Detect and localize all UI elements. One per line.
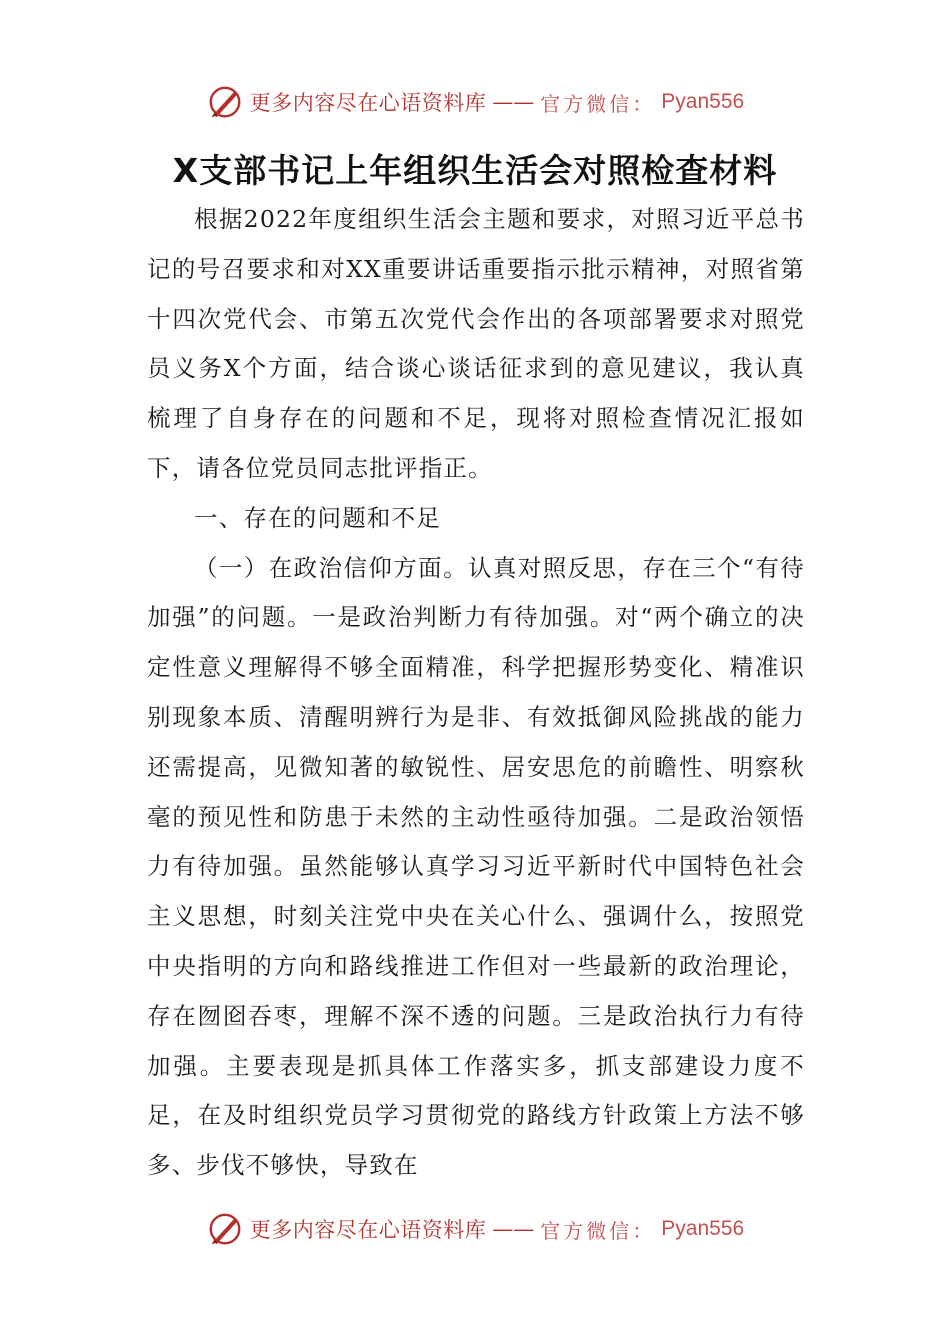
banner-main-text: 更多内容尽在心语资料库 (249, 91, 487, 115)
banner-label: 官方微信： (540, 1218, 656, 1243)
banner-main-text: 更多内容尽在心语资料库 (249, 1218, 487, 1242)
pen-in-circle-icon (206, 1210, 244, 1248)
banner-wechat-id: Pyan556 (661, 90, 745, 113)
footer-banner (0, 1205, 950, 1253)
pen-in-circle-icon (206, 83, 244, 121)
document-body (147, 195, 805, 1191)
banner-wechat-id: Pyan556 (661, 1217, 745, 1240)
banner-separator: —— (492, 1217, 535, 1241)
section-heading: 一、存在的问题和不足 (194, 503, 441, 532)
body-paragraph: （一）在政治信仰方面。认真对照反思，存在三个“有待加强”的问题。一是政治判断力有待加强。对“两个确立的决定性意义理解得不够全面精准，科学把握形势变化、精准识别现象本质、清醒明辨行为是非、有效抵御风险挑战的能力还需提高，见微知著的敏锐性、居安思危的前瞻性、明察秋毫的预见性和防患于未然的主动性亟待加强。二是政治领悟力有待加强。虽然能够认真学习习近平新时代中国特色社会主义思想，时刻关注党中央在关心什么、强调什么，按照党中央指明的方向和路线推进工作但对一些最新的政治理论，存在囫囵吞枣，理解不深不透的问题。三是政治执行力有待加强。主要表现是抓具体工作落实多，抓支部建设力度不足，在及时组织党员学习贯彻党的路线方针政策上方法不够多、步伐不够快，导致在 (147, 553, 805, 1180)
banner-label: 官方微信： (540, 91, 656, 116)
intro-paragraph: 根据2022年度组织生活会主题和要求，对照习近平总书记的号召要求和对XX重要讲话重要指示批示精神，对照省第十四次党代会、市第五次党代会作出的各项部署要求对照党员义务X个方面，结合谈心谈话征求到的意见建议，我认真梳理了自身存在的问题和不足，现将对照检查情况汇报如下，请各位党员同志批评指正。 (147, 205, 805, 482)
document-title: X支部书记上年组织生活会对照检查材料 (172, 151, 778, 190)
banner-separator: —— (492, 90, 535, 114)
header-banner (0, 78, 950, 126)
